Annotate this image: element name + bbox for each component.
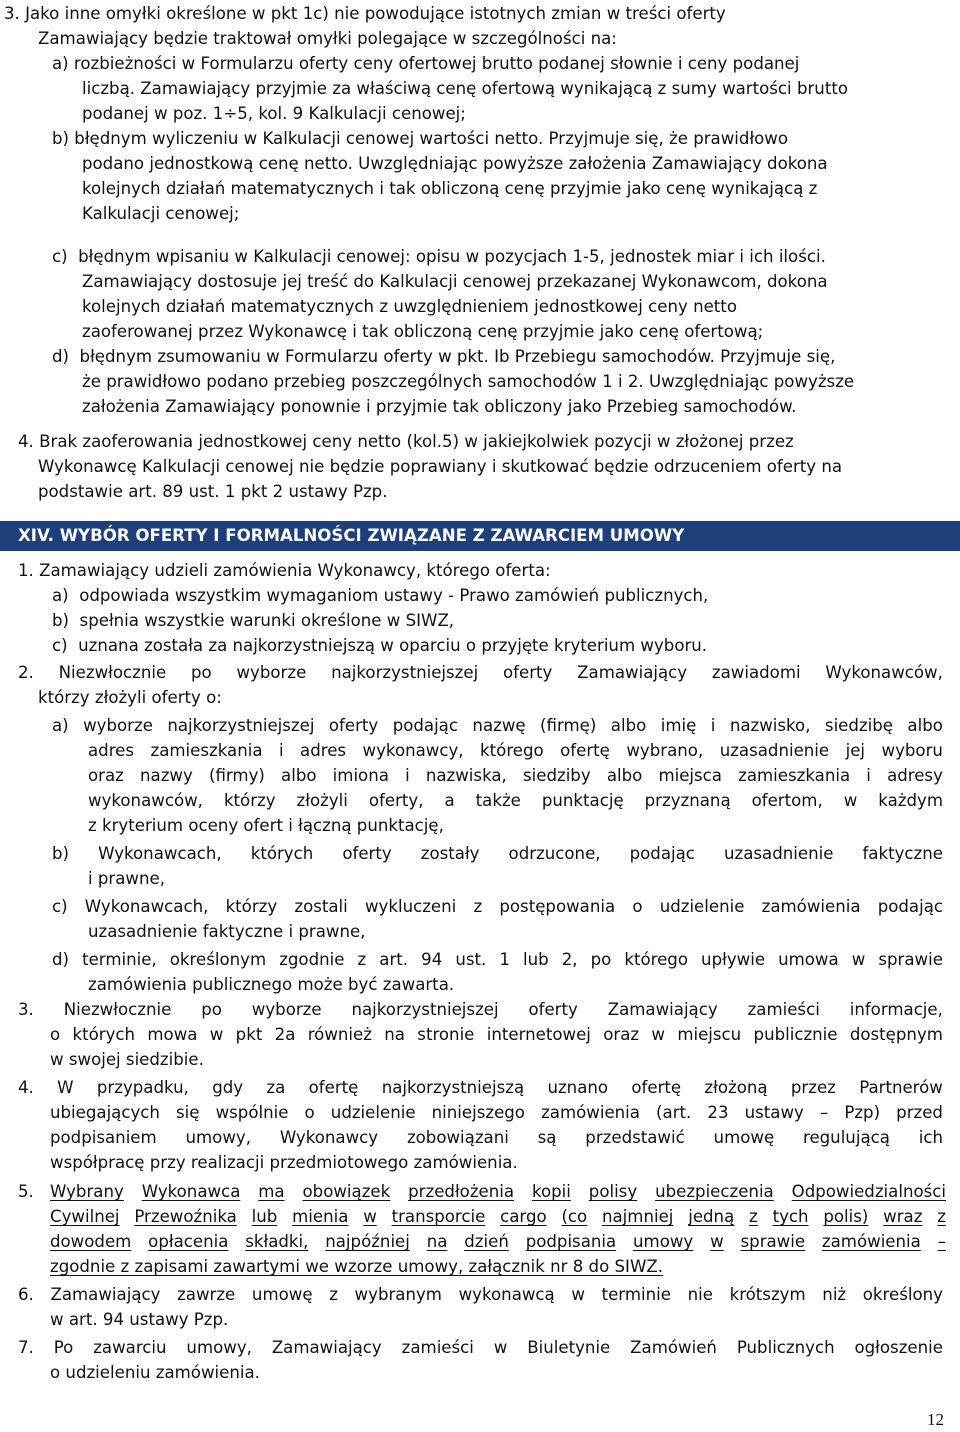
text-line: Zamawiający dostosuje jej treść do Kalkulacji cenowej przekazanej Wykonawcom, dokona (82, 272, 828, 291)
word: ust. (455, 950, 487, 969)
word: podając (392, 716, 458, 735)
word: także (475, 791, 521, 810)
word: odrzucone, (508, 844, 601, 863)
text-line: w swojej siedzibie. (50, 1050, 204, 1069)
page-number: 12 (927, 1410, 944, 1429)
word: zawarciu (93, 1338, 167, 1357)
text-line (18, 1336, 943, 1362)
word: sprawie (740, 1232, 806, 1251)
word: ich (918, 1128, 943, 1147)
word: ofertom, (751, 791, 823, 810)
word: zamieszkania (738, 766, 851, 785)
text-line (52, 948, 943, 974)
word: Niezwłocznie (58, 663, 167, 682)
word: 23 (707, 1103, 729, 1122)
word: W (57, 1078, 74, 1097)
word: z (473, 897, 483, 916)
text-line (18, 1283, 943, 1309)
text-line: zamówienia publicznego może być zawarta. (88, 975, 455, 994)
word: umowy, (185, 1128, 251, 1147)
word: zamieści (747, 1000, 820, 1019)
word: tych (772, 1207, 809, 1226)
word: Biuletynie (527, 1338, 611, 1357)
text-line: d) błędnym zsumowaniu w Formularzu oferty w pkt. Ib Przebiegu samochodów. Przyjmuje się, (52, 347, 836, 366)
text-line (50, 1205, 946, 1231)
word: terminie (601, 1285, 671, 1304)
word: Niezwłocznie (63, 1000, 172, 1019)
word: Cywilnej (50, 1207, 120, 1226)
text-line: kolejnych działań matematycznych i tak obliczoną cenę przyjmie jako cenę wynikającą z (82, 179, 818, 198)
word: o (632, 897, 643, 916)
word: z (357, 950, 367, 969)
word: po (201, 1000, 222, 1019)
word: zamówienia (821, 1232, 921, 1251)
word: albo (610, 716, 647, 735)
word: regulującą (802, 1128, 890, 1147)
word: c) (52, 897, 68, 916)
word: udzielenie (659, 897, 745, 916)
text-line (18, 998, 943, 1024)
word: a (444, 791, 455, 810)
word: opłacenia (148, 1232, 229, 1251)
word: podpisania (525, 1232, 617, 1251)
word: informacje, (849, 1000, 943, 1019)
word: wyborze (251, 1000, 322, 1019)
word: się (176, 1103, 200, 1122)
word: po (590, 950, 612, 969)
word: albo (281, 766, 317, 785)
word: zamieszkania (150, 741, 263, 760)
word: wykonawcą (458, 1285, 555, 1304)
word: przedłożenia (408, 1182, 515, 1201)
word: przypadku, (96, 1078, 189, 1097)
word: zgodnie (279, 950, 345, 969)
word: wspólnie (215, 1103, 289, 1122)
word: zostali (294, 897, 348, 916)
word: 1 (499, 950, 510, 969)
word: wyborze (83, 716, 153, 735)
word: siedzibę (824, 716, 893, 735)
word: nazwę (472, 716, 526, 735)
word: oraz (88, 766, 124, 785)
word: albo (606, 766, 643, 785)
word: Wykonawcach, (84, 897, 209, 916)
word: cargo (500, 1207, 547, 1226)
word: przed (896, 1103, 943, 1122)
word: z (937, 1207, 946, 1226)
word: ma (258, 1182, 285, 1201)
word: nie (687, 1285, 713, 1304)
word: 3. (18, 1000, 34, 1019)
word: transporcie (391, 1207, 486, 1226)
word: i (866, 766, 871, 785)
text-line: że prawidłowo podano przebieg poszczególnych samochodów 1 i 2. Uwzględniając powyższe (82, 372, 855, 391)
word: dowodem (50, 1232, 132, 1251)
word: zostały (420, 844, 480, 863)
word: są (537, 1128, 557, 1147)
word: gdy (212, 1078, 244, 1097)
word: którzy (225, 897, 278, 916)
word: nazwy (140, 766, 193, 785)
word: albo (907, 716, 943, 735)
word: adres (300, 741, 347, 760)
word: oferty (528, 1000, 578, 1019)
word: Zamówień (630, 1338, 717, 1357)
word: wybrano, (626, 741, 704, 760)
word: każdym (878, 791, 943, 810)
text-line: w art. 94 ustawy Pzp. (50, 1310, 229, 1329)
word: Wykonawcy (279, 1128, 379, 1147)
word: Odpowiedzialności (791, 1182, 946, 1201)
word: wyborze (236, 663, 307, 682)
word: w (209, 1025, 224, 1044)
text-line: a) rozbieżności w Formularzu oferty ceny ofertowej brutto podanej słownie i ceny podanej (52, 54, 800, 73)
text-line (50, 1101, 943, 1127)
text-line: Zamawiający będzie traktował omyłki polegające w szczególności na: (38, 29, 617, 48)
word: pkt (235, 1025, 263, 1044)
word: faktyczne (862, 844, 943, 863)
text-line: b) błędnym wyliczeniu w Kalkulacji cenowej wartości netto. Przyjmuje się, że prawidłowo (52, 129, 789, 148)
word: dostępnym (849, 1025, 943, 1044)
word: ofertę (560, 741, 610, 760)
text-line: 3. Jako inne omyłki określone w pkt 1c) nie powodujące istotnych zmian w treści oferty (4, 4, 726, 23)
word: 2a (274, 1025, 296, 1044)
text-line: zaoferowanej przez Wykonawcę i tak obliczoną cenę przyjmie jako cenę ofertową; (82, 322, 764, 341)
word: ofertę (308, 1078, 359, 1097)
word: najkorzystniejszej (351, 1000, 499, 1019)
word: niniejszego (431, 1103, 525, 1122)
word: siedziby (522, 766, 591, 785)
word: na (384, 1025, 405, 1044)
word: najmniej (601, 1207, 674, 1226)
text-line (88, 789, 943, 815)
word: Zamawiający (50, 1285, 161, 1304)
word: podpisaniem (50, 1128, 157, 1147)
text-line: o udzieleniu zamówienia. (50, 1363, 260, 1382)
word: miejscu (677, 1025, 742, 1044)
word: zamieści (401, 1338, 474, 1357)
word: (co (561, 1207, 588, 1226)
word: 94 (421, 950, 443, 969)
text-line: c) błędnym wpisaniu w Kalkulacji cenowej: opisu w pozycjach 1-5, jednostek miar i ich ilości. (52, 247, 826, 266)
text-line: podano jednostkową cenę netto. Uwzględniając powyższe założenia Zamawiający dokona (82, 154, 828, 173)
text-line (50, 1023, 943, 1049)
text-line: z kryterium oceny ofert i łączną punktację, (88, 816, 444, 835)
text-line (88, 739, 943, 765)
word: w (493, 1338, 508, 1357)
word: z (749, 1207, 758, 1226)
text-line: kolejnych działań matematycznych z uwzględnieniem jednostkowej ceny netto (82, 297, 737, 316)
text-line: c) uznana została za najkorzystniejszą w oparciu o przyjęte kryterium wyboru. (52, 636, 708, 655)
word: Zamawiający (577, 663, 688, 682)
text-line (52, 895, 943, 921)
word: imiona (332, 766, 389, 785)
word: oferty (503, 663, 553, 682)
word: oferty (328, 716, 379, 735)
word: adresy (887, 766, 943, 785)
word: Po (53, 1338, 74, 1357)
word: w (571, 1285, 585, 1304)
section-heading: XIV. WYBÓR OFERTY I FORMALNOŚCI ZWIĄZANE Z ZAWARCIEM UMOWY (18, 526, 685, 545)
word: ofertę (631, 1078, 682, 1097)
word: – (937, 1232, 946, 1251)
word: upływie (701, 950, 766, 969)
word: na (426, 1232, 448, 1251)
word: zobowiązani (406, 1128, 509, 1147)
word: którego (480, 741, 544, 760)
word: udzielenie (330, 1103, 416, 1122)
word: Publicznych (736, 1338, 835, 1357)
word: b) (52, 844, 70, 863)
word: umowy, (186, 1338, 252, 1357)
text-line: współpracę przy realizacji przedmiotowego zamówienia. (50, 1153, 518, 1172)
word: podając (629, 844, 695, 863)
word: wraz (883, 1207, 923, 1226)
word: których (250, 844, 314, 863)
word: Zamawiający (607, 1000, 718, 1019)
word: miejsca (658, 766, 722, 785)
word: 2, (561, 950, 578, 969)
text-line: założenia Zamawiający ponownie i przyjmie tak obliczony jako Przebieg samochodów. (82, 397, 797, 416)
word: terminie, (82, 950, 157, 969)
word: (firmę) (540, 716, 597, 735)
text-line (52, 842, 943, 868)
word: wykonawców, (88, 791, 203, 810)
word: Wykonawców, (825, 663, 943, 682)
word: wybranym (354, 1285, 442, 1304)
word: Partnerów (859, 1078, 943, 1097)
word: jedną (688, 1207, 735, 1226)
text-line: zgodnie z zapisami zawartymi we wzorze umowy, załącznik nr 8 do SIWZ. (50, 1257, 663, 1276)
word: art. (379, 950, 409, 969)
word: polis) (823, 1207, 869, 1226)
word: polisy (588, 1182, 638, 1201)
word: stronie (417, 1025, 475, 1044)
word: oferty, (368, 791, 424, 810)
word: sprawie (878, 950, 943, 969)
word: – (819, 1103, 829, 1122)
word: ubiegających (50, 1103, 160, 1122)
word: i (710, 716, 716, 735)
text-line (50, 1126, 943, 1152)
word: najkorzystniejszej (331, 663, 479, 682)
word: uzasadnienie (723, 844, 834, 863)
word: w (651, 1025, 665, 1044)
word: podając (877, 897, 943, 916)
word: w (363, 1207, 377, 1226)
word: umowy (633, 1232, 694, 1251)
word: w (710, 1232, 724, 1251)
text-line (52, 714, 943, 740)
word: najkorzystniejszą (381, 1078, 525, 1097)
word: przyznaną (644, 791, 731, 810)
text-line: b) spełnia wszystkie warunki określone w SIWZ, (52, 611, 455, 630)
word: za (266, 1078, 286, 1097)
word: internetowej (486, 1025, 591, 1044)
word: w (843, 791, 858, 810)
word: Zamawiający (271, 1338, 382, 1357)
word: punktację (541, 791, 624, 810)
text-line: i prawne, (88, 869, 165, 888)
word: wykonawcy, (362, 741, 464, 760)
text-line: podstawie art. 89 ust. 1 pkt 2 ustawy Pzp. (38, 482, 388, 501)
word: których (72, 1025, 136, 1044)
word: postępowania (499, 897, 616, 916)
word: Pzp) (844, 1103, 881, 1122)
text-line: uzasadnienie faktyczne i prawne, (88, 922, 366, 941)
word: najpóźniej (325, 1232, 410, 1251)
word: lub (522, 950, 549, 969)
text-line: 1. Zamawiający udzieli zamówienia Wykonawcy, którego oferta: (18, 561, 551, 580)
word: złożoną (704, 1078, 768, 1097)
word: 6. (18, 1285, 34, 1304)
word: umowa (778, 950, 839, 969)
word: zamówienia (761, 897, 861, 916)
word: którego (624, 950, 688, 969)
word: umowę (251, 1285, 313, 1304)
word: wykluczeni (364, 897, 457, 916)
text-line: 4. Brak zaoferowania jednostkowej ceny netto (kol.5) w jakiejkolwiek pozycji w złożonej przez (18, 432, 794, 451)
word: Wykonawca (141, 1182, 241, 1201)
word: nazwiska, (425, 766, 507, 785)
word: mowa (147, 1025, 198, 1044)
word: publicznie (753, 1025, 838, 1044)
word: Wybrany (50, 1182, 124, 1201)
word: z (329, 1285, 338, 1304)
word: (firmy) (208, 766, 265, 785)
text-line (18, 1076, 943, 1102)
word: niż (822, 1285, 847, 1304)
text-line (50, 1180, 946, 1206)
word: ustawy (744, 1103, 804, 1122)
word: uznano (547, 1078, 609, 1097)
text-line: podanej w poz. 1÷5, kol. 9 Kalkulacji cenowej; (82, 104, 466, 123)
word: Wykonawcach, (98, 844, 222, 863)
word: w (851, 950, 866, 969)
text-line: którzy złożyli oferty o: (38, 688, 222, 707)
word: określonym (169, 950, 267, 969)
word: którzy (223, 791, 276, 810)
word: wyboru (881, 741, 943, 760)
word: krótszym (729, 1285, 806, 1304)
word: dzień (464, 1232, 509, 1251)
word: zawrze (177, 1285, 236, 1304)
text-line: Wykonawcę Kalkulacji cenowej nie będzie poprawiany i skutkować będzie odrzuceniem oferty na (38, 457, 843, 476)
word: składki, (245, 1232, 309, 1251)
word: i (278, 741, 284, 760)
word: umowę (713, 1128, 775, 1147)
word: nazwisko, (729, 716, 811, 735)
text-line: a) odpowiada wszystkim wymaganiom ustawy - Prawo zamówień publicznych, (52, 586, 709, 605)
word: po (191, 663, 212, 682)
word: ubezpieczenia (655, 1182, 774, 1201)
word: zawiadomi (711, 663, 801, 682)
word: o (50, 1025, 61, 1044)
word: kopii (531, 1182, 571, 1201)
word: zamówienia (541, 1103, 640, 1122)
word: 2. (18, 663, 34, 682)
word: przez (790, 1078, 836, 1097)
word: mienia (292, 1207, 349, 1226)
text-line (50, 1230, 946, 1256)
word: 7. (18, 1338, 34, 1357)
word: oferty (342, 844, 392, 863)
item-5-number: 5. (18, 1182, 34, 1201)
word: złożyli (296, 791, 348, 810)
word: o (304, 1103, 315, 1122)
word: obowiązek (302, 1182, 391, 1201)
word: ogłoszenie (854, 1338, 943, 1357)
word: i (405, 766, 410, 785)
word: oraz (603, 1025, 640, 1044)
text-line (18, 661, 943, 687)
text-line (88, 764, 943, 790)
word: również (307, 1025, 372, 1044)
text-line: Kalkulacji cenowej; (82, 204, 240, 223)
text-line: liczbą. Zamawiający przyjmie za właściwą cenę ofertową wynikającą z sumy wartości brutto (82, 79, 848, 98)
word: najkorzystniejszej (167, 716, 315, 735)
word: a) (52, 716, 69, 735)
word: adres (88, 741, 135, 760)
word: jej (845, 741, 866, 760)
word: przedstawić (585, 1128, 685, 1147)
word: (art. (656, 1103, 692, 1122)
word: określony (862, 1285, 943, 1304)
word: Przewoźnika (134, 1207, 237, 1226)
word: d) (52, 950, 70, 969)
word: 4. (18, 1078, 34, 1097)
word: uzasadnienie (719, 741, 830, 760)
word: imię (660, 716, 697, 735)
word: lub (251, 1207, 278, 1226)
